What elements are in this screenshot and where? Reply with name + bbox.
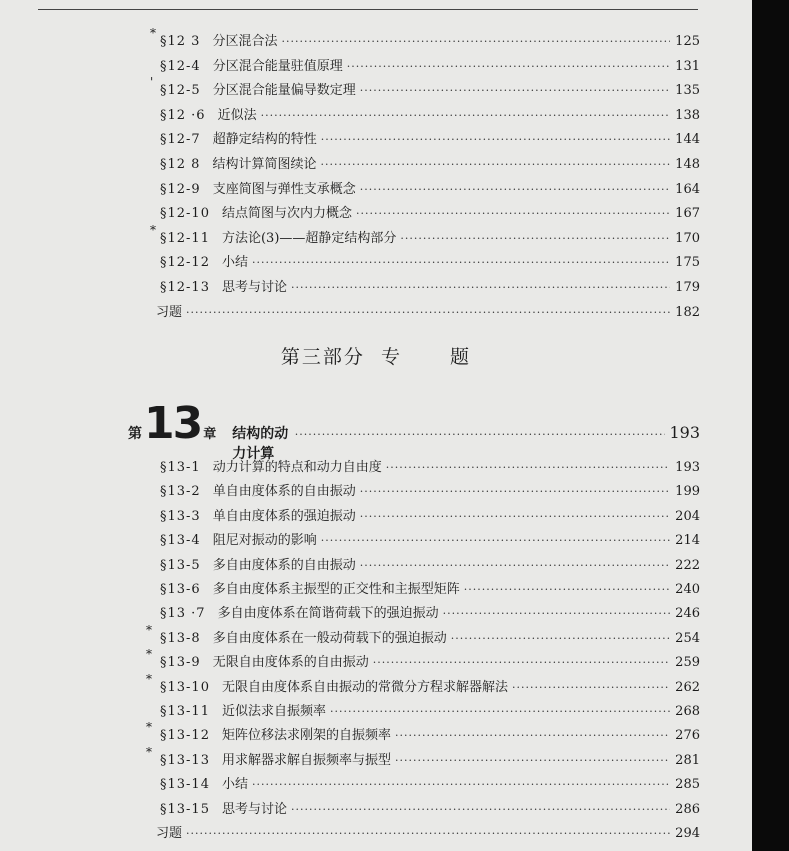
section-number: §12 ·6 bbox=[160, 107, 206, 123]
section-number: §12-13 bbox=[160, 280, 210, 295]
page-number: 164 bbox=[675, 181, 700, 197]
page-number: 182 bbox=[675, 304, 700, 320]
toc-entry bbox=[0, 251, 700, 275]
page-number: 268 bbox=[675, 704, 700, 719]
section-number: §13-9 bbox=[160, 655, 201, 671]
leader-dots bbox=[395, 754, 670, 767]
section-number: §13-4 bbox=[160, 533, 201, 549]
section-number: §13-1 bbox=[160, 460, 201, 475]
section-title: 思考与讨论 bbox=[221, 280, 287, 295]
chapter-title: 结构的动力计算 bbox=[232, 426, 289, 462]
optional-mark: ' bbox=[150, 75, 154, 90]
section-title: 多自由度体系的自由振动 bbox=[212, 557, 356, 573]
toc-entry bbox=[0, 622, 700, 651]
section-title: 习题 bbox=[156, 304, 183, 320]
toc-entry bbox=[0, 529, 700, 553]
toc-entry bbox=[0, 75, 700, 103]
section-number: §13-14 bbox=[160, 777, 210, 793]
toc-entry bbox=[0, 505, 700, 529]
page-number: 285 bbox=[675, 777, 700, 793]
leader-dots bbox=[252, 778, 670, 791]
leader-dots bbox=[386, 461, 670, 474]
section-title: 无限自由度体系的自由振动 bbox=[212, 655, 369, 671]
leader-dots bbox=[330, 705, 670, 718]
page-number: 259 bbox=[675, 655, 700, 671]
page-number: 131 bbox=[675, 58, 700, 74]
page-number: 167 bbox=[675, 206, 700, 222]
leader-dots bbox=[320, 158, 670, 171]
header-rule bbox=[38, 9, 698, 10]
toc-entry bbox=[0, 153, 700, 177]
section-number: §13-3 bbox=[160, 508, 201, 524]
page-number: 199 bbox=[675, 484, 700, 500]
toc-entry bbox=[0, 647, 700, 675]
section-number: §12-12 bbox=[160, 255, 210, 271]
page-number: 246 bbox=[675, 606, 700, 622]
optional-mark: * bbox=[146, 744, 152, 759]
optional-mark: * bbox=[146, 622, 152, 637]
page-number: 276 bbox=[675, 728, 700, 744]
section-title: 用求解器求解自振频率与振型 bbox=[221, 752, 391, 768]
leader-dots bbox=[295, 428, 666, 441]
section-title: 结构计算简图续论 bbox=[212, 157, 317, 172]
page-number: 170 bbox=[675, 230, 700, 246]
leader-dots bbox=[360, 510, 670, 523]
page-number: 175 bbox=[675, 255, 700, 271]
toc-entry bbox=[0, 822, 700, 846]
section-title: 阻尼对振动的影响 bbox=[212, 533, 317, 549]
section-title: 思考与讨论 bbox=[221, 801, 287, 817]
section-title: 习题 bbox=[156, 826, 183, 841]
section-title: 单自由度体系的自由振动 bbox=[212, 484, 356, 500]
optional-mark: * bbox=[150, 26, 156, 40]
leader-dots bbox=[291, 281, 670, 294]
section-title: 超静定结构的特性 bbox=[212, 132, 317, 148]
optional-mark: * bbox=[146, 720, 152, 735]
toc-entry bbox=[0, 744, 700, 773]
chapter-suffix: 章 bbox=[203, 427, 217, 442]
leader-dots bbox=[186, 827, 670, 840]
leader-dots bbox=[360, 485, 670, 498]
section-number: §13-8 bbox=[160, 630, 201, 646]
page-number: 144 bbox=[675, 132, 700, 148]
chapter-number: 13 bbox=[144, 398, 202, 449]
section-number: §12-7 bbox=[160, 132, 201, 148]
page-number: 281 bbox=[675, 752, 700, 768]
toc-entry bbox=[0, 202, 700, 226]
section-number: §12-5 bbox=[160, 83, 201, 99]
section-title: 无限自由度体系自由振动的常微分方程求解器解法 bbox=[221, 679, 508, 695]
part-title bbox=[0, 342, 752, 369]
page-number: 214 bbox=[675, 533, 700, 549]
section-number: §13-15 bbox=[160, 801, 210, 817]
leader-dots bbox=[291, 803, 670, 816]
section-title: 小结 bbox=[221, 255, 248, 271]
section-title: 多自由度体系在简谐荷载下的强迫振动 bbox=[217, 606, 439, 622]
toc-entry bbox=[0, 26, 700, 54]
page-number: 262 bbox=[675, 679, 700, 695]
leader-dots bbox=[443, 607, 670, 620]
leader-dots bbox=[261, 109, 670, 122]
leader-dots bbox=[360, 84, 670, 97]
section-title: 矩阵位移法求刚架的自振频率 bbox=[221, 728, 391, 744]
section-number: §13-6 bbox=[160, 582, 201, 597]
page-number: 240 bbox=[675, 582, 700, 597]
page-number: 204 bbox=[675, 508, 700, 524]
toc-entry bbox=[0, 578, 700, 602]
leader-dots bbox=[400, 232, 670, 245]
toc-entry bbox=[0, 178, 700, 202]
leader-dots bbox=[373, 656, 670, 669]
toc-entry bbox=[0, 301, 700, 325]
leader-dots bbox=[321, 133, 670, 146]
section-number: §12 3 bbox=[160, 34, 201, 49]
leader-dots bbox=[356, 207, 670, 220]
toc-entry bbox=[0, 222, 700, 251]
page-number: 286 bbox=[675, 801, 700, 817]
page-number: 125 bbox=[675, 34, 700, 49]
toc-entry bbox=[0, 720, 700, 748]
section-title: 结点简图与次内力概念 bbox=[221, 206, 352, 222]
leader-dots bbox=[464, 583, 670, 596]
toc-entry bbox=[0, 773, 700, 797]
leader-dots bbox=[395, 729, 670, 742]
page-number: 254 bbox=[675, 630, 700, 646]
page-number: 193 bbox=[675, 460, 700, 475]
section-title: 近似法求自振频率 bbox=[221, 704, 326, 719]
optional-mark: * bbox=[146, 671, 152, 686]
section-number: §13-2 bbox=[160, 484, 201, 500]
page-number: 135 bbox=[675, 83, 700, 99]
page-number: 148 bbox=[675, 157, 700, 172]
section-title: 单自由度体系的强迫振动 bbox=[212, 508, 356, 524]
section-number: §12-9 bbox=[160, 181, 201, 197]
optional-mark: * bbox=[150, 222, 156, 237]
section-title: 分区混合能量偏导数定理 bbox=[212, 83, 356, 99]
toc-entry bbox=[0, 456, 700, 480]
toc-entry bbox=[0, 128, 700, 152]
toc-entry bbox=[0, 602, 700, 626]
leader-dots bbox=[347, 60, 670, 73]
section-title: 支座简图与弹性支承概念 bbox=[212, 181, 356, 197]
section-title: 方法论(3)——超静定结构部分 bbox=[221, 230, 397, 246]
leader-dots bbox=[321, 534, 670, 547]
section-title: 小结 bbox=[221, 777, 248, 793]
page-number: 294 bbox=[675, 826, 700, 841]
part-title-main: 第三部分 bbox=[280, 346, 365, 368]
toc-entry bbox=[0, 671, 700, 700]
toc-entry bbox=[0, 276, 700, 300]
section-number: §12-10 bbox=[160, 206, 210, 222]
chapter-prefix: 第 bbox=[128, 426, 142, 442]
section-number: §12-4 bbox=[160, 58, 201, 74]
section-title: 分区混合能量驻值原理 bbox=[212, 58, 343, 74]
page-number: 222 bbox=[675, 557, 700, 573]
section-title: 近似法 bbox=[217, 107, 257, 123]
toc-entry bbox=[0, 480, 700, 504]
leader-dots bbox=[512, 681, 670, 694]
section-title: 多自由度体系主振型的正交性和主振型矩阵 bbox=[212, 582, 460, 597]
leader-dots bbox=[451, 632, 670, 645]
section-title: 动力计算的特点和动力自由度 bbox=[212, 460, 382, 475]
section-number: §12 8 bbox=[160, 157, 201, 172]
toc-entry bbox=[0, 554, 700, 578]
section-title: 多自由度体系在一般动荷载下的强迫振动 bbox=[212, 630, 447, 646]
toc-entry bbox=[0, 700, 700, 724]
page-number: 179 bbox=[675, 280, 700, 295]
section-number: §13-5 bbox=[160, 557, 201, 573]
leader-dots bbox=[360, 183, 670, 196]
section-number: §13 ·7 bbox=[160, 606, 206, 622]
part-title-word-2: 题 bbox=[450, 346, 472, 368]
section-number: §13-11 bbox=[160, 704, 210, 719]
chapter-heading bbox=[0, 398, 700, 462]
toc-entry bbox=[0, 798, 700, 822]
section-number: §13-10 bbox=[160, 679, 210, 695]
page-number: 138 bbox=[675, 107, 700, 123]
toc-entry bbox=[0, 104, 700, 128]
leader-dots bbox=[252, 256, 670, 269]
section-number: §12-11 bbox=[160, 230, 210, 246]
leader-dots bbox=[281, 35, 670, 48]
leader-dots bbox=[360, 559, 670, 572]
part-title-word-1: 专 bbox=[380, 346, 402, 368]
section-title: 分区混合法 bbox=[212, 34, 278, 49]
chapter-page: 193 bbox=[669, 423, 700, 442]
section-number: §13-12 bbox=[160, 728, 210, 744]
leader-dots bbox=[186, 306, 670, 319]
section-number: §13-13 bbox=[160, 752, 210, 768]
toc-entry bbox=[0, 55, 700, 79]
optional-mark: * bbox=[146, 647, 152, 662]
